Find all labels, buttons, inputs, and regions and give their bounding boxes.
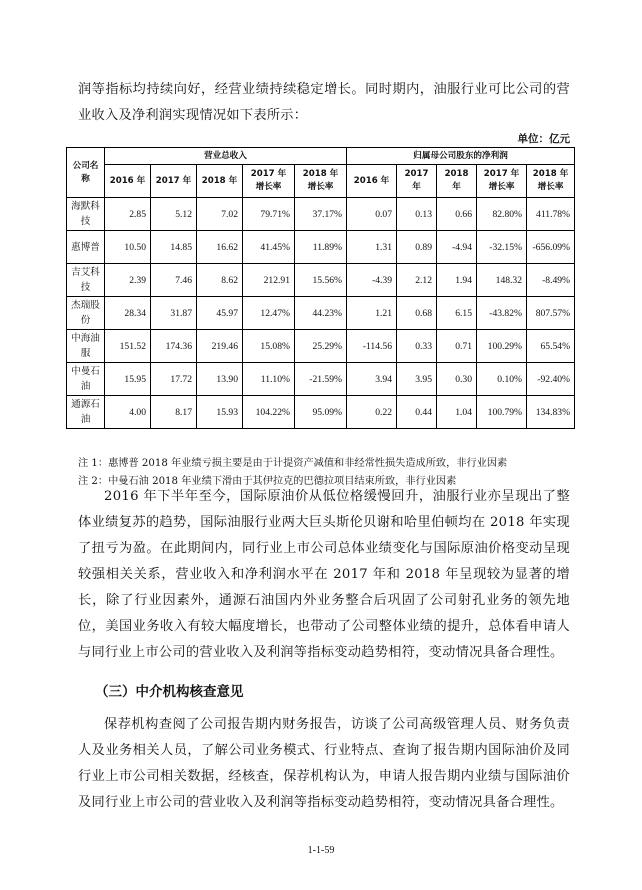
net-profit-cell: 807.57% <box>527 297 575 330</box>
company-name-cell: 中曼石油 <box>67 363 105 396</box>
revenue-cell: 37.17% <box>295 198 347 231</box>
section-heading: （三）中介机构核查意见 <box>95 684 244 700</box>
net-profit-cell: 100.29% <box>477 330 527 363</box>
net-profit-cell: -114.56 <box>347 330 397 363</box>
table-row <box>67 264 575 297</box>
net-profit-cell: 3.95 <box>397 363 437 396</box>
revenue-group-header: 营业总收入 <box>105 148 347 165</box>
net-profit-cell: 148.32 <box>477 264 527 297</box>
revenue-cell: 2.85 <box>105 198 151 231</box>
revenue-cell: 4.00 <box>105 396 151 429</box>
comparison-table <box>66 147 575 429</box>
conclusion-paragraph: 保荐机构查阅了公司报告期内财务报告，访谈了公司高级管理人员、财务负责人及业务相关人员，了解公司业务模式、行业特点、查询了报告期内国际油价及同行业上市公司相关数据，经核查，保荐机构认为，申请人报告期内业绩与国际油价及同行业上市公司的营业收入及利润等指标变动趋势相符，变动情况具备合理性。 <box>78 717 570 810</box>
net-profit-cell: 0.07 <box>347 198 397 231</box>
revenue-cell: 212.91 <box>243 264 295 297</box>
revenue-cell: 5.12 <box>151 198 197 231</box>
revenue-cell: 15.95 <box>105 363 151 396</box>
column-header: 2016 年 <box>105 165 151 198</box>
net-profit-cell: 100.79% <box>477 396 527 429</box>
net-profit-cell: 2.12 <box>397 264 437 297</box>
column-header: 2017 年 <box>151 165 197 198</box>
revenue-cell: 151.52 <box>105 330 151 363</box>
company-name-cell: 中海油服 <box>67 330 105 363</box>
column-header: 2016 年 <box>347 165 397 198</box>
net-profit-cell: 65.54% <box>527 330 575 363</box>
revenue-cell: -21.59% <box>295 363 347 396</box>
net-profit-cell: 0.30 <box>437 363 477 396</box>
net-profit-cell: 0.10% <box>477 363 527 396</box>
table-row <box>67 231 575 264</box>
table-row <box>67 297 575 330</box>
column-header: 2018 年增长率 <box>527 165 575 198</box>
net-profit-cell: -32.15% <box>477 231 527 264</box>
net-profit-cell: 6.15 <box>437 297 477 330</box>
net-profit-cell: 0.66 <box>437 198 477 231</box>
net-profit-cell: 1.31 <box>347 231 397 264</box>
net-profit-cell: -92.40% <box>527 363 575 396</box>
revenue-cell: 17.72 <box>151 363 197 396</box>
net-profit-cell: 134.83% <box>527 396 575 429</box>
net-profit-cell: 411.78% <box>527 198 575 231</box>
net-profit-cell: -43.82% <box>477 297 527 330</box>
company-name-cell: 海默科技 <box>67 198 105 231</box>
note-2: 注 2：中曼石油 2018 年业绩下滑由于其伊拉克的巴德拉项目结束所致，非行业因素 <box>78 476 457 487</box>
company-header: 公司名称 <box>67 148 105 198</box>
revenue-cell: 7.46 <box>151 264 197 297</box>
column-header: 2017 年增长率 <box>243 165 295 198</box>
company-name-cell: 惠博普 <box>67 231 105 264</box>
revenue-cell: 44.23% <box>295 297 347 330</box>
net-profit-cell: -656.09% <box>527 231 575 264</box>
net-profit-cell: 0.89 <box>397 231 437 264</box>
revenue-cell: 79.71% <box>243 198 295 231</box>
revenue-cell: 28.34 <box>105 297 151 330</box>
column-header: 2018 年 <box>437 165 477 198</box>
table-row <box>67 198 575 231</box>
net-profit-cell: 0.13 <box>397 198 437 231</box>
net-profit-cell: 0.68 <box>397 297 437 330</box>
revenue-cell: 15.93 <box>197 396 243 429</box>
analysis-paragraph: 2016 年下半年至今，国际原油价从低位格缓慢回升，油服行业亦呈现出了整体业绩复苏的趋势，国际油服行业两大巨头斯伦贝谢和哈里伯顿均在 2018 年实现了扭亏为盈。在此期间内，同行业上市公司总体业绩变化与国际原油价格变动呈现较强相关关系，营业收入和净利润水平在 2017 年和 2018 年呈现较为显著的增长，除了行业因素外，通源石油国内外业务整合后巩固了公司射孔业务的领先地位，美国业务收入有较大幅度增长，也带动了公司整体业绩的提升，总体看申请人与同行业上市公司的营业收入及利润等指标变动趋势相符，变动情况具备合理性。 <box>78 489 570 660</box>
net-profit-cell: 0.22 <box>347 396 397 429</box>
revenue-cell: 174.36 <box>151 330 197 363</box>
company-name-cell: 通源石油 <box>67 396 105 429</box>
net-profit-cell: 1.04 <box>437 396 477 429</box>
revenue-cell: 25.29% <box>295 330 347 363</box>
revenue-cell: 219.46 <box>197 330 243 363</box>
note-1: 注 1：惠博普 2018 年业绩亏损主要是由于计提资产减值和非经常性损失造成所致，非行业因素 <box>78 458 508 469</box>
table-body <box>67 198 575 429</box>
revenue-cell: 31.87 <box>151 297 197 330</box>
unit-label: 单位：亿元 <box>517 133 570 145</box>
table-row <box>67 363 575 396</box>
revenue-cell: 41.45% <box>243 231 295 264</box>
revenue-cell: 11.10% <box>243 363 295 396</box>
revenue-cell: 8.62 <box>197 264 243 297</box>
revenue-cell: 11.89% <box>295 231 347 264</box>
intro-paragraph: 润等指标均持续向好，经营业绩持续稳定增长。同时期内，油服行业可比公司的营业收入及净利润实现情况如下表所示： <box>78 82 570 123</box>
revenue-cell: 95.09% <box>295 396 347 429</box>
table-row <box>67 396 575 429</box>
net-profit-cell: 3.94 <box>347 363 397 396</box>
net-profit-cell: 0.33 <box>397 330 437 363</box>
net-profit-cell: 1.21 <box>347 297 397 330</box>
net-profit-cell: -4.94 <box>437 231 477 264</box>
revenue-cell: 13.90 <box>197 363 243 396</box>
net-profit-cell: 0.71 <box>437 330 477 363</box>
revenue-cell: 8.17 <box>151 396 197 429</box>
page-number: 1-1-59 <box>307 845 335 856</box>
revenue-cell: 14.85 <box>151 231 197 264</box>
company-name-cell: 杰瑞股份 <box>67 297 105 330</box>
net-profit-cell: -8.49% <box>527 264 575 297</box>
net-profit-cell: 82.80% <box>477 198 527 231</box>
revenue-cell: 15.08% <box>243 330 295 363</box>
column-header: 2018 年增长率 <box>295 165 347 198</box>
revenue-cell: 15.56% <box>295 264 347 297</box>
profit-group-header: 归属母公司股东的净利润 <box>347 148 575 165</box>
table-row <box>67 330 575 363</box>
revenue-cell: 104.22% <box>243 396 295 429</box>
net-profit-cell: -4.39 <box>347 264 397 297</box>
revenue-cell: 7.02 <box>197 198 243 231</box>
revenue-cell: 12.47% <box>243 297 295 330</box>
revenue-cell: 2.39 <box>105 264 151 297</box>
column-header: 2017 年增长率 <box>477 165 527 198</box>
column-header: 2018 年 <box>197 165 243 198</box>
revenue-cell: 10.50 <box>105 231 151 264</box>
revenue-cell: 45.97 <box>197 297 243 330</box>
revenue-cell: 16.62 <box>197 231 243 264</box>
net-profit-cell: 1.94 <box>437 264 477 297</box>
company-name-cell: 吉艾科技 <box>67 264 105 297</box>
column-header: 2017 年 <box>397 165 437 198</box>
net-profit-cell: 0.44 <box>397 396 437 429</box>
